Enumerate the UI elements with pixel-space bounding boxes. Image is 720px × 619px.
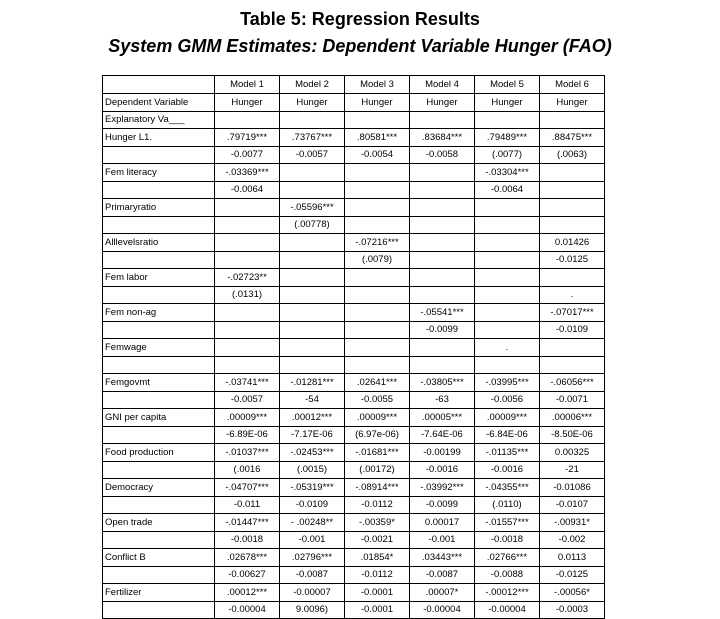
table-cell: -.01135*** — [475, 444, 540, 462]
row-label-cell — [103, 391, 215, 409]
row-label-cell — [103, 426, 215, 444]
table-cell — [345, 111, 410, 129]
table-row — [103, 479, 605, 497]
table-row — [103, 146, 605, 164]
table-cell — [280, 111, 345, 129]
table-cell — [215, 304, 280, 322]
column-header-cell: Model 6 — [540, 76, 605, 94]
row-label-cell — [103, 76, 215, 94]
table-cell: -.01681*** — [345, 444, 410, 462]
table-cell: -0.0057 — [280, 146, 345, 164]
table-cell: .00009*** — [475, 409, 540, 427]
row-label-cell — [103, 181, 215, 199]
table-cell: -0.0064 — [215, 181, 280, 199]
table-cell: -.05541*** — [410, 304, 475, 322]
table-cell — [345, 164, 410, 182]
table-cell: -.02723** — [215, 269, 280, 287]
table-cell: -0.0112 — [345, 566, 410, 584]
table-cell — [410, 111, 475, 129]
table-cell: -0.0016 — [410, 461, 475, 479]
table-cell: 0.0113 — [540, 549, 605, 567]
table-cell: . — [475, 339, 540, 357]
table-cell — [410, 251, 475, 269]
table-cell — [475, 111, 540, 129]
table-cell: -63 — [410, 391, 475, 409]
table-cell: (.0110) — [475, 496, 540, 514]
table-cell: 0.00017 — [410, 514, 475, 532]
table-cell: -.00012*** — [475, 584, 540, 602]
table-cell — [540, 199, 605, 217]
table-cell: Hunger — [410, 94, 475, 112]
table-cell: Hunger — [540, 94, 605, 112]
row-label-cell: Femgovmt — [103, 374, 215, 392]
table-cell: -.04355*** — [475, 479, 540, 497]
table-cell: -0.0058 — [410, 146, 475, 164]
table-cell: (6.97e-06) — [345, 426, 410, 444]
table-row — [103, 94, 605, 112]
table-row — [103, 304, 605, 322]
table-row — [103, 111, 605, 129]
table-cell: .03443*** — [410, 549, 475, 567]
table-cell: .88475*** — [540, 129, 605, 147]
table-cell: (.0016 — [215, 461, 280, 479]
table-cell: -0.0003 — [540, 601, 605, 619]
table-cell: -0.0021 — [345, 531, 410, 549]
table-cell: -0.0088 — [475, 566, 540, 584]
table-cell: 0.00325 — [540, 444, 605, 462]
column-header-cell: Model 3 — [345, 76, 410, 94]
table-cell: .00009*** — [345, 409, 410, 427]
table-cell — [215, 321, 280, 339]
table-cell: -.05319*** — [280, 479, 345, 497]
row-label-cell: Food production — [103, 444, 215, 462]
table-cell: -.03995*** — [475, 374, 540, 392]
row-label-cell: Fem non-ag — [103, 304, 215, 322]
table-cell: .80581*** — [345, 129, 410, 147]
table-cell — [215, 339, 280, 357]
table-cell: -7.17E-06 — [280, 426, 345, 444]
table-cell: .00006*** — [540, 409, 605, 427]
row-label-cell: Femwage — [103, 339, 215, 357]
table-cell: -.03304*** — [475, 164, 540, 182]
table-cell: -.07216*** — [345, 234, 410, 252]
table-cell: -0.0071 — [540, 391, 605, 409]
table-subtitle: System GMM Estimates: Dependent Variable Hunger (FAO) — [108, 36, 612, 56]
table-cell: -0.0099 — [410, 321, 475, 339]
table-cell: -.00359* — [345, 514, 410, 532]
table-cell: -0.00627 — [215, 566, 280, 584]
table-cell — [215, 251, 280, 269]
regression-table-container — [102, 75, 605, 619]
table-cell — [345, 199, 410, 217]
table-cell: -0.00004 — [475, 601, 540, 619]
table-cell: Hunger — [280, 94, 345, 112]
row-label-cell: Dependent Variable — [103, 94, 215, 112]
row-label-cell: Alllevelsratio — [103, 234, 215, 252]
table-row — [103, 549, 605, 567]
table-cell: -0.0109 — [540, 321, 605, 339]
table-row — [103, 234, 605, 252]
table-cell: (.0015) — [280, 461, 345, 479]
table-cell: -0.0001 — [345, 601, 410, 619]
table-row — [103, 601, 605, 619]
table-cell: -0.0087 — [280, 566, 345, 584]
table-row — [103, 269, 605, 287]
table-cell — [540, 356, 605, 374]
table-cell: .00007* — [410, 584, 475, 602]
table-cell: -0.0064 — [475, 181, 540, 199]
table-row — [103, 461, 605, 479]
table-cell — [475, 251, 540, 269]
table-cell — [410, 181, 475, 199]
table-cell: -0.0109 — [280, 496, 345, 514]
table-row — [103, 286, 605, 304]
row-label-cell — [103, 286, 215, 304]
table-cell: -.05596*** — [280, 199, 345, 217]
table-cell — [280, 251, 345, 269]
table-cell: (.0063) — [540, 146, 605, 164]
table-cell — [540, 164, 605, 182]
table-cell: (.00778) — [280, 216, 345, 234]
table-cell: -6.84E-06 — [475, 426, 540, 444]
table-cell — [410, 339, 475, 357]
table-cell — [345, 339, 410, 357]
table-cell — [345, 269, 410, 287]
table-cell: Hunger — [345, 94, 410, 112]
table-row — [103, 566, 605, 584]
table-cell: -.01557*** — [475, 514, 540, 532]
row-label-cell — [103, 496, 215, 514]
table-cell: -0.0001 — [345, 584, 410, 602]
table-cell: -0.0056 — [475, 391, 540, 409]
table-cell — [280, 269, 345, 287]
table-cell: -8.50E-06 — [540, 426, 605, 444]
row-label-cell: Primaryratio — [103, 199, 215, 217]
table-cell: (.0079) — [345, 251, 410, 269]
table-cell — [475, 234, 540, 252]
table-row — [103, 129, 605, 147]
table-cell — [345, 216, 410, 234]
table-cell: -0.0099 — [410, 496, 475, 514]
table-cell: .00012*** — [215, 584, 280, 602]
table-cell: -.03992*** — [410, 479, 475, 497]
table-cell: -.07017*** — [540, 304, 605, 322]
table-cell: -0.001 — [280, 531, 345, 549]
table-cell: -0.0018 — [475, 531, 540, 549]
table-row — [103, 391, 605, 409]
table-cell: -0.00004 — [215, 601, 280, 619]
row-label-cell: Hunger L1. — [103, 129, 215, 147]
table-cell: -.03741*** — [215, 374, 280, 392]
table-cell: .02641*** — [345, 374, 410, 392]
row-label-cell — [103, 146, 215, 164]
table-row — [103, 426, 605, 444]
table-cell: .02766*** — [475, 549, 540, 567]
table-cell — [540, 339, 605, 357]
table-cell: -0.0125 — [540, 566, 605, 584]
table-cell: 9.0096) — [280, 601, 345, 619]
table-cell — [215, 111, 280, 129]
row-label-cell: Conflict B — [103, 549, 215, 567]
table-cell: .00009*** — [215, 409, 280, 427]
table-cell — [410, 164, 475, 182]
table-row — [103, 339, 605, 357]
table-cell — [280, 356, 345, 374]
table-cell — [345, 286, 410, 304]
row-label-cell — [103, 216, 215, 234]
table-cell — [280, 181, 345, 199]
table-cell: -.06056*** — [540, 374, 605, 392]
table-row — [103, 164, 605, 182]
table-cell — [345, 321, 410, 339]
table-cell — [475, 199, 540, 217]
table-cell: -.03369*** — [215, 164, 280, 182]
table-cell — [280, 286, 345, 304]
table-cell: - .00248** — [280, 514, 345, 532]
table-cell: -6.89E-06 — [215, 426, 280, 444]
table-cell: -.08914*** — [345, 479, 410, 497]
table-cell: (.00172) — [345, 461, 410, 479]
table-row — [103, 496, 605, 514]
table-cell: -0.00007 — [280, 584, 345, 602]
table-cell: -.00056* — [540, 584, 605, 602]
column-header-cell: Model 2 — [280, 76, 345, 94]
table-cell — [475, 216, 540, 234]
table-cell: Hunger — [215, 94, 280, 112]
table-row — [103, 356, 605, 374]
table-cell — [475, 269, 540, 287]
table-cell: .79719*** — [215, 129, 280, 147]
row-label-cell: Fem labor — [103, 269, 215, 287]
table-cell: -0.0054 — [345, 146, 410, 164]
table-cell — [345, 304, 410, 322]
table-cell — [410, 234, 475, 252]
table-cell: -21 — [540, 461, 605, 479]
row-label-cell: Explanatory Va___ — [103, 111, 215, 129]
table-row — [103, 251, 605, 269]
row-label-cell — [103, 251, 215, 269]
table-cell: -0.002 — [540, 531, 605, 549]
table-cell — [475, 356, 540, 374]
table-cell — [345, 181, 410, 199]
table-row — [103, 409, 605, 427]
table-cell — [280, 234, 345, 252]
table-cell — [215, 216, 280, 234]
table-cell — [280, 304, 345, 322]
table-cell: .02678*** — [215, 549, 280, 567]
row-label-cell: Fertilizer — [103, 584, 215, 602]
table-cell — [540, 216, 605, 234]
table-title: Table 5: Regression Results — [240, 9, 480, 29]
table-body — [103, 76, 605, 619]
table-cell: -0.0087 — [410, 566, 475, 584]
table-cell: -.01447*** — [215, 514, 280, 532]
table-cell: -0.0112 — [345, 496, 410, 514]
table-header-row — [103, 76, 605, 94]
table-cell — [410, 216, 475, 234]
table-cell — [475, 304, 540, 322]
table-cell: -0.0016 — [475, 461, 540, 479]
table-row — [103, 584, 605, 602]
row-label-cell: Fem literacy — [103, 164, 215, 182]
table-cell: -.01281*** — [280, 374, 345, 392]
table-row — [103, 321, 605, 339]
table-cell: -0.011 — [215, 496, 280, 514]
table-cell — [540, 181, 605, 199]
table-cell: .02796*** — [280, 549, 345, 567]
row-label-cell — [103, 566, 215, 584]
regression-table — [102, 75, 605, 619]
table-cell: .73767*** — [280, 129, 345, 147]
table-cell: .00005*** — [410, 409, 475, 427]
table-cell: -0.001 — [410, 531, 475, 549]
table-cell: -0.00199 — [410, 444, 475, 462]
table-cell — [345, 356, 410, 374]
table-cell: .83684*** — [410, 129, 475, 147]
row-label-cell — [103, 461, 215, 479]
table-cell: 0.01426 — [540, 234, 605, 252]
table-cell: -.03805*** — [410, 374, 475, 392]
table-cell — [410, 269, 475, 287]
table-cell: (.0131) — [215, 286, 280, 304]
table-cell: -0.0077 — [215, 146, 280, 164]
table-cell — [410, 199, 475, 217]
table-row — [103, 216, 605, 234]
table-cell — [410, 286, 475, 304]
table-row — [103, 181, 605, 199]
table-cell: -.00931* — [540, 514, 605, 532]
table-cell: -0.0125 — [540, 251, 605, 269]
row-label-cell: GNI per capita — [103, 409, 215, 427]
row-label-cell: Democracy — [103, 479, 215, 497]
table-cell — [280, 321, 345, 339]
table-cell — [280, 164, 345, 182]
row-label-cell — [103, 321, 215, 339]
table-cell — [540, 269, 605, 287]
table-row — [103, 374, 605, 392]
table-row — [103, 444, 605, 462]
table-cell: Hunger — [475, 94, 540, 112]
table-cell: -0.0018 — [215, 531, 280, 549]
table-cell: .01854* — [345, 549, 410, 567]
row-label-cell — [103, 601, 215, 619]
table-cell — [540, 111, 605, 129]
table-cell — [215, 199, 280, 217]
table-cell: -0.01086 — [540, 479, 605, 497]
table-cell — [280, 339, 345, 357]
table-cell: -7.64E-06 — [410, 426, 475, 444]
column-header-cell: Model 5 — [475, 76, 540, 94]
table-cell — [410, 356, 475, 374]
table-cell: .00012*** — [280, 409, 345, 427]
table-cell — [475, 321, 540, 339]
table-cell: . — [540, 286, 605, 304]
row-label-cell — [103, 356, 215, 374]
table-cell: -0.0107 — [540, 496, 605, 514]
table-cell: -0.0055 — [345, 391, 410, 409]
table-row — [103, 514, 605, 532]
table-cell: -.01037*** — [215, 444, 280, 462]
table-cell: .79489*** — [475, 129, 540, 147]
table-cell: -0.00004 — [410, 601, 475, 619]
table-cell: -.02453*** — [280, 444, 345, 462]
table-cell: -0.0057 — [215, 391, 280, 409]
table-row — [103, 199, 605, 217]
row-label-cell: Open trade — [103, 514, 215, 532]
table-cell: -54 — [280, 391, 345, 409]
column-header-cell: Model 4 — [410, 76, 475, 94]
table-cell — [215, 356, 280, 374]
table-cell: -.04707*** — [215, 479, 280, 497]
table-cell — [475, 286, 540, 304]
table-cell — [215, 234, 280, 252]
table-cell: (.0077) — [475, 146, 540, 164]
column-header-cell: Model 1 — [215, 76, 280, 94]
